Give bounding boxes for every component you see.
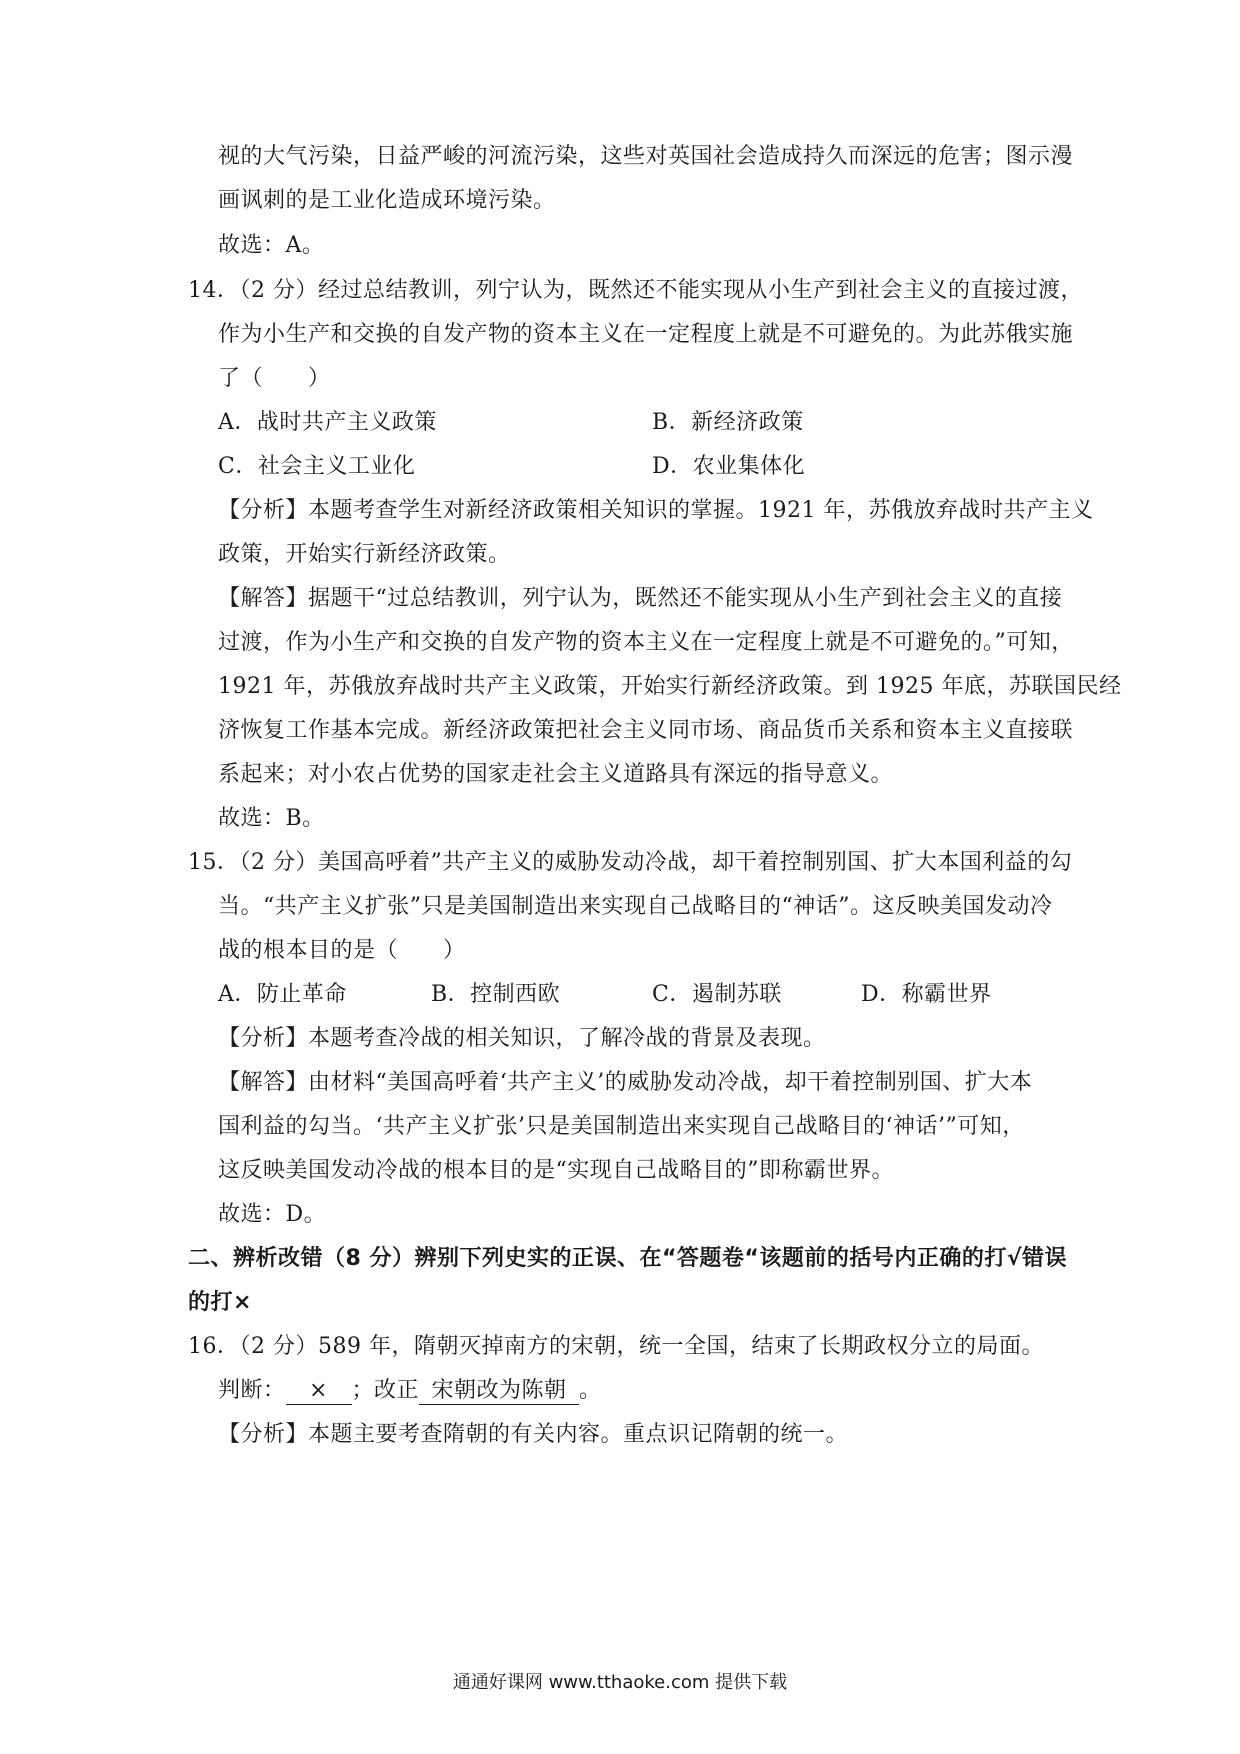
solution-line: 【解答】由材料“美国高呼着‘共产主义’的威胁发动冷战，却干着控制别国、扩大本 [218, 1070, 1033, 1095]
section-heading: 的打× [188, 1290, 252, 1315]
solution-line: 【解答】据题干“过总结教训，列宁认为，既然还不能实现从小生产到社会主义的直接 [218, 586, 1063, 611]
option-d: D．称霸世界 [861, 982, 992, 1007]
question-14-stem: 了（ ） [218, 366, 331, 391]
question-15-stem: 战的根本目的是（ ） [218, 938, 466, 963]
answer-line: 故选：D。 [218, 1202, 327, 1227]
section-heading: 二、辨析改错（8 分）辨别下列史实的正误、在“答题卷“该题前的括号内正确的打√错误 [188, 1246, 1068, 1271]
fix-answer: 宋朝改为陈朝 [419, 1378, 579, 1405]
analysis-line: 【分析】本题考查学生对新经济政策相关知识的掌握。1921 年，苏俄放弃战时共产主义 [218, 498, 1094, 523]
answer-line: 故选：B。 [218, 806, 325, 831]
option-a: A．战时共产主义政策 [218, 410, 437, 435]
fix-label: ；改正 [351, 1378, 420, 1403]
question-15-stem: 当。“共产主义扩张”只是美国制造出来实现自己战略目的“神话”。这反映美国发动冷 [218, 894, 1053, 919]
page-footer: 通通好课网 www.tthaoke.com 提供下载 [452, 1672, 788, 1693]
question-14-stem: 作为小生产和交换的自发产物的资本主义在一定程度上就是不可避免的。为此苏俄实施 [218, 322, 1074, 347]
question-15-stem: 15．（2 分）美国高呼着”共产主义的威胁发动冷战，却干着控制别国、扩大本国利益的勾 [188, 850, 1073, 875]
judge-label: 判断： [218, 1378, 286, 1403]
solution-line: 这反映美国发动冷战的根本目的是“实现自己战略目的”即称霸世界。 [218, 1158, 894, 1183]
option-c: C．遏制苏联 [652, 982, 782, 1007]
analysis-line: 【分析】本题考查冷战的相关知识，了解冷战的背景及表现。 [218, 1026, 826, 1051]
solution-line: 1921 年，苏俄放弃战时共产主义政策，开始实行新经济政策。到 1925 年底，苏联国民经 [218, 674, 1122, 699]
solution-line: 过渡，作为小生产和交换的自发产物的资本主义在一定程度上就是不可避免的。”可知， [218, 630, 1074, 655]
question-16-stem: 16．（2 分）589 年，隋朝灭掉南方的宋朝，统一全国，结束了长期政权分立的局面。 [188, 1334, 1044, 1359]
option-b: B．控制西欧 [431, 982, 561, 1007]
solution-line: 系起来；对小农占优势的国家走社会主义道路具有深远的指导意义。 [218, 762, 894, 787]
analysis-line: 【分析】本题主要考查隋朝的有关内容。重点识记隋朝的统一。 [218, 1422, 849, 1447]
question-14-stem: 14．（2 分）经过总结教训，列宁认为，既然还不能实现从小生产到社会主义的直接过渡， [188, 278, 1083, 303]
analysis-line: 政策，开始实行新经济政策。 [218, 542, 511, 567]
option-b: B．新经济政策 [652, 410, 804, 435]
text-line: 视的大气污染，日益严峻的河流污染，这些对英国社会造成持久而深远的危害；图示漫 [218, 144, 1074, 169]
text-line: 画讽刺的是工业化造成环境污染。 [218, 188, 556, 213]
solution-line: 济恢复工作基本完成。新经济政策把社会主义同市场、商品货币关系和资本主义直接联 [218, 718, 1074, 743]
option-d: D．农业集体化 [652, 454, 806, 479]
line-end: 。 [579, 1378, 602, 1403]
judgement-line [218, 1376, 602, 1406]
solution-line: 国利益的勾当。‘共产主义扩张’只是美国制造出来实现自己战略目的‘神话’”可知， [218, 1114, 1025, 1139]
option-a: A．防止革命 [218, 982, 347, 1007]
judge-answer: × [286, 1378, 352, 1405]
option-c: C．社会主义工业化 [218, 454, 416, 479]
answer-line: 故选：A。 [218, 233, 325, 258]
